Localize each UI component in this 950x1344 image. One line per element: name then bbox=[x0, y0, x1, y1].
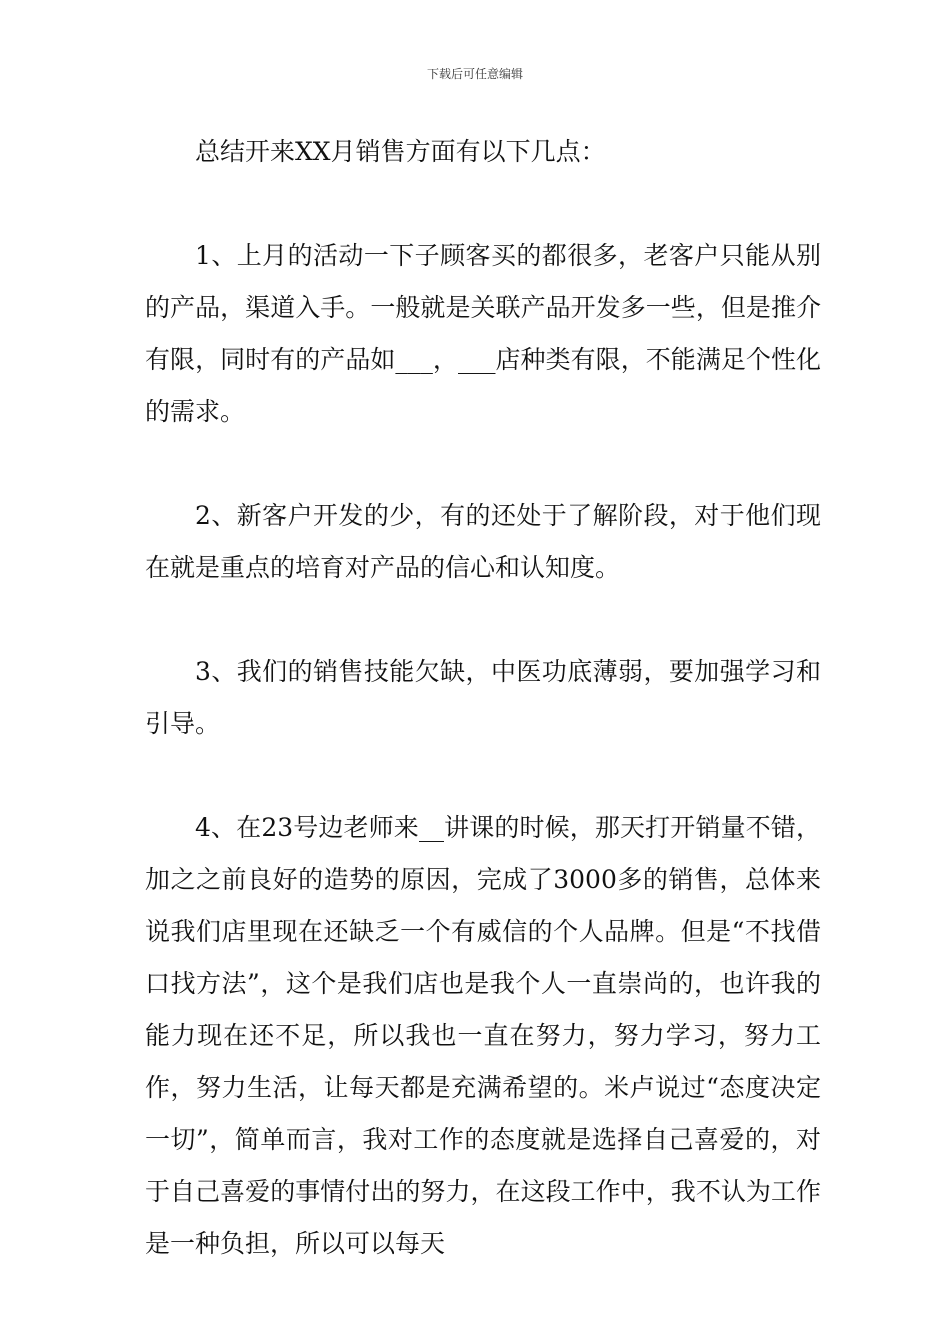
paragraph-point-1: 1、上月的活动一下子顾客买的都很多，老客户只能从别的产品，渠道入手。一般就是关联产品开发多一些，但是推介有限，同时有的产品如___，___店种类有限，不能满足个性化的需求。 bbox=[145, 241, 821, 426]
document-body bbox=[145, 126, 821, 1270]
paragraph-point-4: 4、在23号边老师来__讲课的时候，那天打开销量不错，加之之前良好的造势的原因，完成了3000多的销售，总体来说我们店里现在还缺乏一个有威信的个人品牌。但是“不找借口找方法”，这个是我们店也是我个人一直崇尚的，也许我的能力现在还不足，所以我也一直在努力，努力学习，努力工作，努力生活，让每天都是充满希望的。米卢说过“态度决定一切”，简单而言，我对工作的态度就是选择自己喜爱的，对于自己喜爱的事情付出的努力，在这段工作中，我不认为工作是一种负担，所以可以每天 bbox=[145, 813, 821, 1258]
paragraph-point-2: 2、新客户开发的少，有的还处于了解阶段，对于他们现在就是重点的培育对产品的信心和认知度。 bbox=[145, 501, 821, 582]
paragraph-summary: 总结开来XX月销售方面有以下几点： bbox=[195, 137, 606, 166]
page-header: 下载后可任意编辑 bbox=[426, 67, 523, 81]
paragraph-gap bbox=[145, 594, 821, 646]
paragraph-gap bbox=[145, 178, 821, 230]
paragraph-gap bbox=[145, 438, 821, 490]
paragraph-gap bbox=[145, 750, 821, 802]
paragraph-point-3: 3、我们的销售技能欠缺，中医功底薄弱，要加强学习和引导。 bbox=[145, 657, 821, 738]
